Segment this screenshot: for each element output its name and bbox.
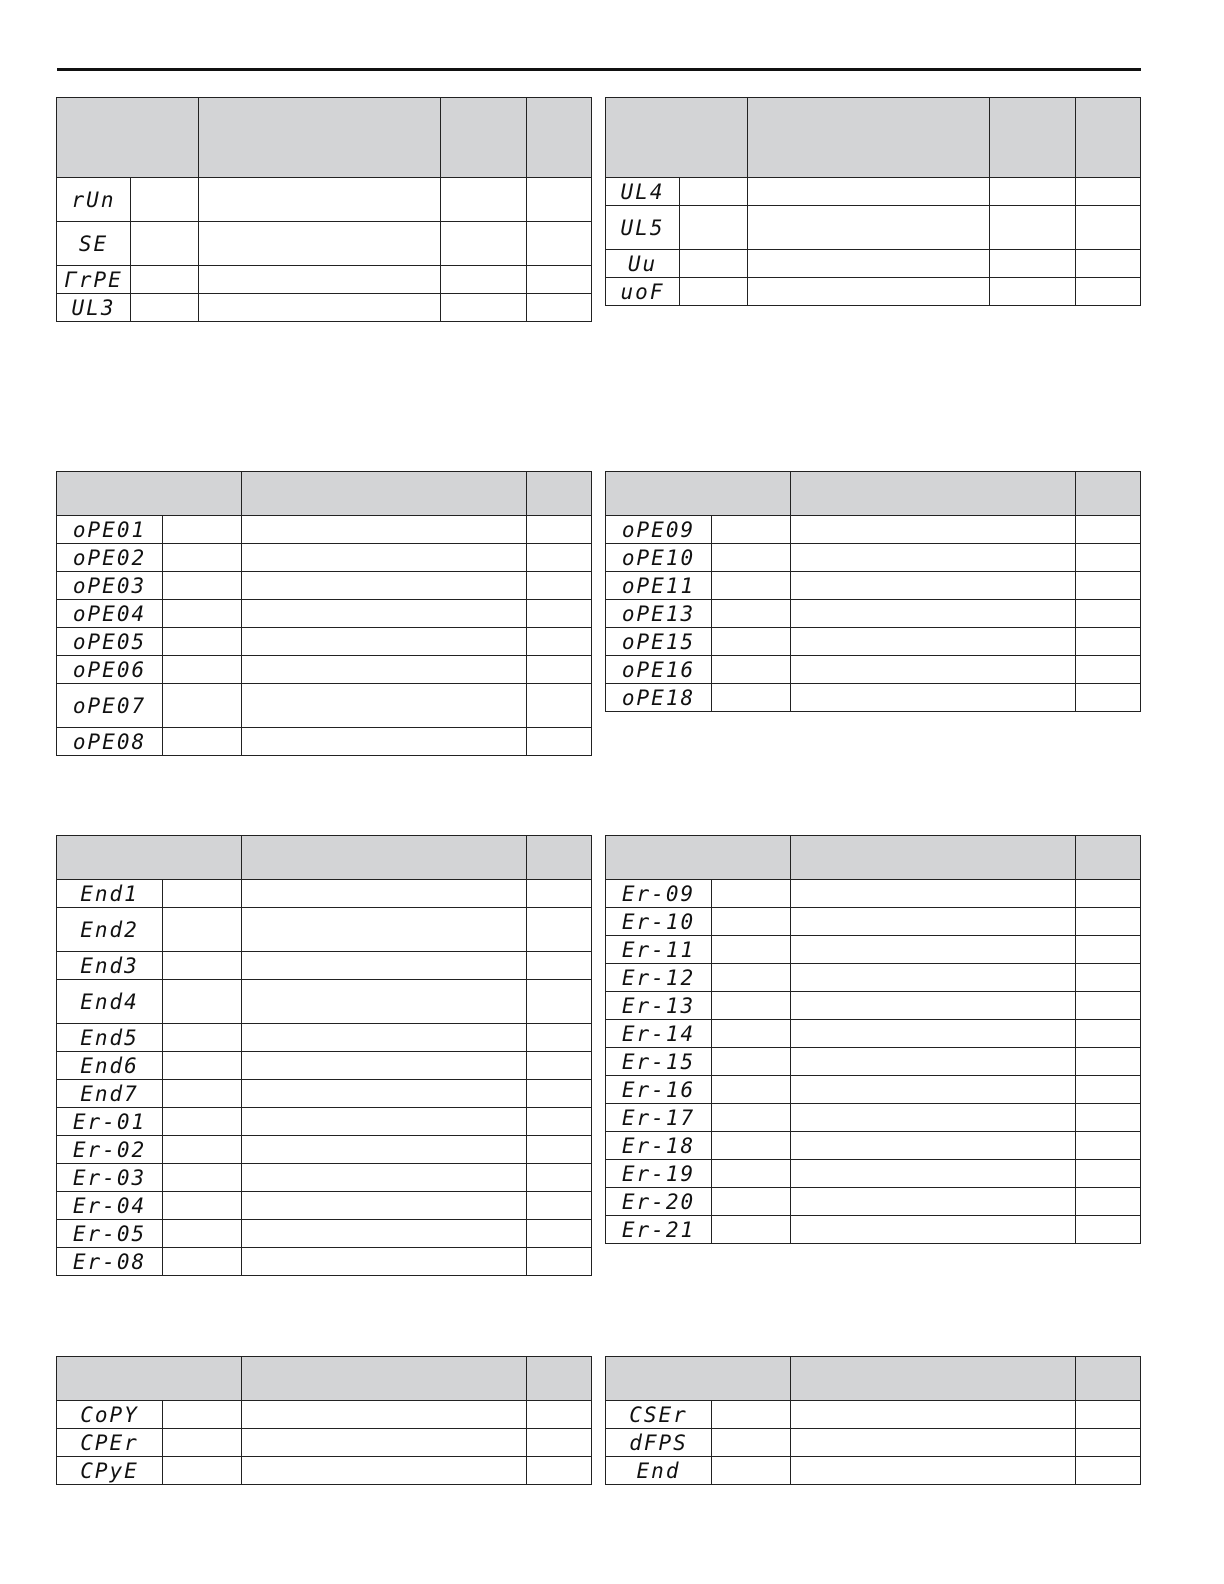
display-code: Er-15 — [606, 1048, 712, 1076]
table-row — [57, 516, 592, 544]
table-row — [57, 1164, 592, 1192]
display-code: oPE11 — [606, 572, 712, 600]
display-code: UL3 — [57, 294, 131, 322]
table-header-row — [606, 472, 1141, 516]
table-row — [57, 952, 592, 980]
display-code: Er-13 — [606, 992, 712, 1020]
table-row — [57, 1136, 592, 1164]
table-header-row — [57, 472, 592, 516]
table-row — [57, 1024, 592, 1052]
table-row — [606, 880, 1141, 908]
table-row — [606, 1429, 1141, 1457]
display-code: oPE08 — [57, 728, 163, 756]
header-rule — [57, 68, 1141, 71]
table-row — [57, 266, 592, 294]
display-code: Er-04 — [57, 1192, 163, 1220]
table-row — [57, 600, 592, 628]
table-top-left — [56, 97, 592, 322]
display-code: oPE10 — [606, 544, 712, 572]
table-row — [606, 1188, 1141, 1216]
display-code: Er-05 — [57, 1220, 163, 1248]
display-code: oPE15 — [606, 628, 712, 656]
display-code: End3 — [57, 952, 163, 980]
display-code: dFPS — [606, 1429, 712, 1457]
table-row — [57, 684, 592, 728]
display-code: Er-16 — [606, 1076, 712, 1104]
table-row — [57, 1080, 592, 1108]
table-row — [57, 178, 592, 222]
table-row — [57, 572, 592, 600]
table-header-row — [57, 98, 592, 178]
display-code: Uu — [606, 250, 680, 278]
table-row — [57, 1429, 592, 1457]
display-code: UL5 — [606, 206, 680, 250]
table-row — [606, 1020, 1141, 1048]
table-row — [606, 964, 1141, 992]
table-top-right — [605, 97, 1141, 306]
display-code: oPE01 — [57, 516, 163, 544]
table-header-row — [606, 98, 1141, 178]
table-header-row — [606, 1357, 1141, 1401]
table-row — [606, 1132, 1141, 1160]
display-code: CoPY — [57, 1401, 163, 1429]
display-code: Er-17 — [606, 1104, 712, 1132]
display-code: Er-19 — [606, 1160, 712, 1188]
table-header-row — [606, 836, 1141, 880]
display-code: Er-10 — [606, 908, 712, 936]
table-row — [606, 1076, 1141, 1104]
table-header-row — [57, 836, 592, 880]
display-code: CSEr — [606, 1401, 712, 1429]
display-code: End2 — [57, 908, 163, 952]
table-row — [606, 206, 1141, 250]
display-code: Er-01 — [57, 1108, 163, 1136]
table-row — [606, 544, 1141, 572]
table-row — [606, 1457, 1141, 1485]
table-row — [606, 1048, 1141, 1076]
table-row — [57, 1052, 592, 1080]
display-code: oPE16 — [606, 656, 712, 684]
display-code: Er-21 — [606, 1216, 712, 1244]
table-row — [606, 628, 1141, 656]
display-code: oPE06 — [57, 656, 163, 684]
table-row — [57, 1108, 592, 1136]
display-code: ΓrPE — [57, 266, 131, 294]
display-code: oPE03 — [57, 572, 163, 600]
table-row — [57, 1248, 592, 1276]
display-code: oPE05 — [57, 628, 163, 656]
display-code: End — [606, 1457, 712, 1485]
display-code: rUn — [57, 178, 131, 222]
display-code: Er-08 — [57, 1248, 163, 1276]
table-row — [606, 1160, 1141, 1188]
display-code: UL4 — [606, 178, 680, 206]
display-code: End4 — [57, 980, 163, 1024]
table-row — [57, 222, 592, 266]
display-code: Er-20 — [606, 1188, 712, 1216]
display-code: End1 — [57, 880, 163, 908]
table-row — [57, 544, 592, 572]
table-row — [606, 516, 1141, 544]
table-row — [606, 278, 1141, 306]
table-row — [57, 880, 592, 908]
display-code: Er-12 — [606, 964, 712, 992]
table-row — [606, 178, 1141, 206]
display-code: oPE04 — [57, 600, 163, 628]
table-row — [606, 908, 1141, 936]
table-row — [57, 1220, 592, 1248]
table-row — [57, 628, 592, 656]
table-copy-right — [605, 1356, 1141, 1485]
table-row — [57, 728, 592, 756]
display-code: oPE07 — [57, 684, 163, 728]
display-code: Er-02 — [57, 1136, 163, 1164]
display-code: Er-11 — [606, 936, 712, 964]
table-row — [57, 294, 592, 322]
display-code: oPE09 — [606, 516, 712, 544]
table-ope-left — [56, 471, 592, 756]
table-row — [606, 572, 1141, 600]
table-row — [57, 1457, 592, 1485]
display-code: oPE13 — [606, 600, 712, 628]
display-code: CPEr — [57, 1429, 163, 1457]
table-row — [606, 250, 1141, 278]
table-row — [57, 980, 592, 1024]
display-code: Er-14 — [606, 1020, 712, 1048]
table-row — [606, 684, 1141, 712]
table-end-left — [56, 835, 592, 1276]
table-row — [606, 936, 1141, 964]
display-code: uoF — [606, 278, 680, 306]
table-copy-left — [56, 1356, 592, 1485]
table-row — [57, 1192, 592, 1220]
table-row — [606, 656, 1141, 684]
table-row — [606, 1401, 1141, 1429]
table-ope-right — [605, 471, 1141, 712]
table-row — [57, 656, 592, 684]
display-code: Er-09 — [606, 880, 712, 908]
display-code: End7 — [57, 1080, 163, 1108]
display-code: End6 — [57, 1052, 163, 1080]
table-er-right — [605, 835, 1141, 1244]
display-code: oPE18 — [606, 684, 712, 712]
table-row — [606, 600, 1141, 628]
display-code: Er-18 — [606, 1132, 712, 1160]
table-row — [57, 908, 592, 952]
display-code: End5 — [57, 1024, 163, 1052]
display-code: SE — [57, 222, 131, 266]
table-header-row — [57, 1357, 592, 1401]
table-row — [57, 1401, 592, 1429]
display-code: oPE02 — [57, 544, 163, 572]
display-code: CPyE — [57, 1457, 163, 1485]
table-row — [606, 1104, 1141, 1132]
table-row — [606, 992, 1141, 1020]
display-code: Er-03 — [57, 1164, 163, 1192]
table-row — [606, 1216, 1141, 1244]
